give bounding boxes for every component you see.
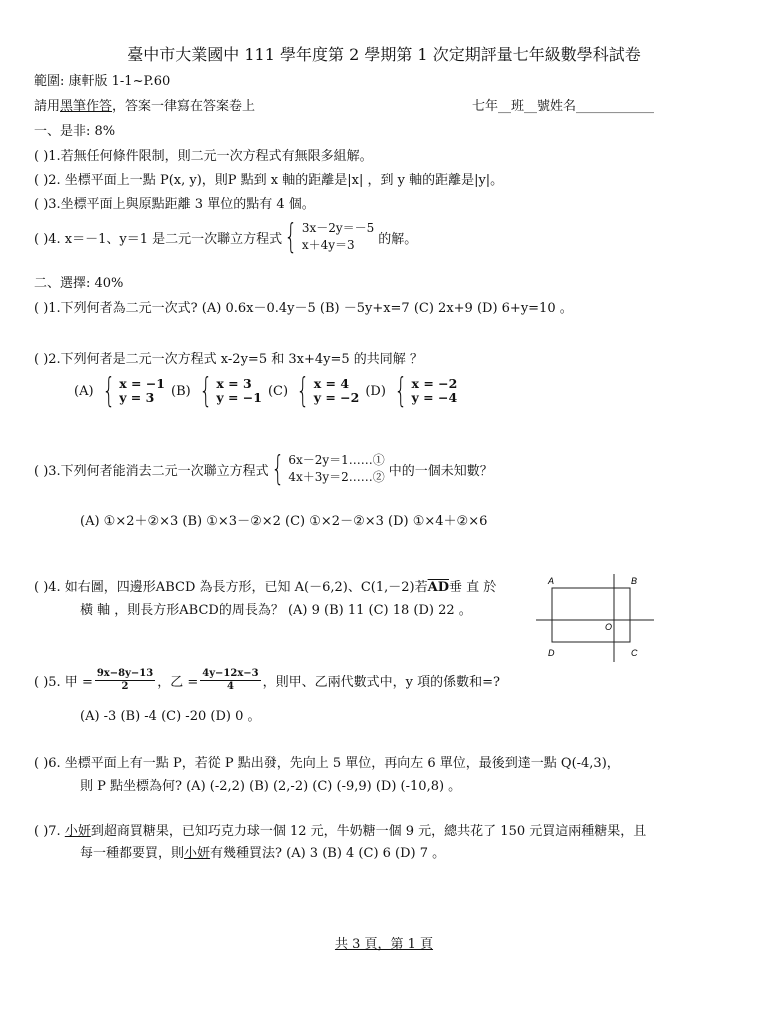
mc-question-5-pre: ( )5. 甲 = xyxy=(34,675,93,690)
point-a-label: A xyxy=(548,576,555,586)
brace-icon: { xyxy=(199,371,213,411)
option-c-system xyxy=(294,371,360,411)
brace-icon: { xyxy=(284,217,298,257)
page-footer: 共 3 頁，第 1 頁 xyxy=(334,937,434,952)
tf-question-4-post: 的解。 xyxy=(378,231,418,247)
instructions-post: ，答案一律寫在答案卷上 xyxy=(112,99,256,114)
point-c-label: C xyxy=(631,648,638,658)
mc-question-7-post: 到超商買糖果，已知巧克力球一個 12 元，牛奶糖一個 9 元，總共花了 150 元買這兩種糖果，且 xyxy=(90,824,647,839)
mc-question-3-options: (A) ①×2＋②×3 (B) ①×3－②×2 (C) ①×2－②×3 (D) ①×4＋②×6 xyxy=(80,514,488,529)
mc-question-7-pre: ( )7. xyxy=(34,824,65,839)
rectangle-figure xyxy=(532,572,656,664)
mc-question-6: ( )6. 坐標平面上有一點 P，若從 P 點出發，先向上 5 單位，再向左 6 單位，最後到達一點 Q(-4,3)， xyxy=(34,756,620,771)
option-b-eq1: x = 3 xyxy=(216,376,252,391)
equation-1: 6x－2y＝1……① xyxy=(288,453,385,467)
section2-heading: 二、選擇: 40% xyxy=(34,276,124,291)
fraction-jia-denominator: 2 xyxy=(121,681,129,692)
brace-icon: { xyxy=(271,449,284,489)
fraction-yi-denominator: 4 xyxy=(226,681,234,692)
mc-question-5-post: ，則甲、乙兩代數式中，y 項的係數和=? xyxy=(262,675,500,690)
point-d-label: D xyxy=(548,648,555,658)
option-a-label: (A) xyxy=(74,383,94,399)
class-name-line: 七年__班__號姓名____________ xyxy=(472,99,655,114)
mc-question-4-post: 垂 直 於 xyxy=(448,580,497,595)
mc-question-3-post: 中的一個未知數？ xyxy=(388,463,493,479)
name-xiaoyan-2: 小妍 xyxy=(184,846,211,861)
mc-question-4 xyxy=(34,576,496,595)
mc-question-4-line2: 橫 軸 ，則長方形ABCD的周長為？ (A) 9 (B) 11 (C) 18 (D) 22 。 xyxy=(80,603,472,618)
tf-question-3: ( )3.坐標平面上與原點距離 3 單位的點有 4 個。 xyxy=(34,197,315,212)
option-b-label: (B) xyxy=(171,383,191,399)
instructions-underlined: 黑筆作答 xyxy=(60,99,113,114)
mc-question-3-pre: ( )3.下列何者能消去二元一次聯立方程式 xyxy=(34,463,269,479)
mc-question-5 xyxy=(34,668,500,693)
mc-question-7 xyxy=(34,820,646,839)
option-c-eq1: x = 4 xyxy=(313,376,350,391)
fraction-jia-numerator: 9x−8y−13 xyxy=(96,668,154,679)
mc-question-5-mid: ，乙 = xyxy=(157,675,199,690)
origin-label: O xyxy=(605,622,613,632)
fraction-jia xyxy=(95,668,155,693)
fraction-yi-numerator: 4y−12x−3 xyxy=(202,668,259,679)
mc-question-7-line2 xyxy=(80,842,445,861)
coordinate-diagram xyxy=(532,572,656,664)
name-xiaoyan: 小妍 xyxy=(64,824,91,839)
mc-question-7-line2-post: 有幾種買法? (A) 3 (B) 4 (C) 6 (D) 7 。 xyxy=(210,846,446,861)
brace-icon: { xyxy=(101,371,115,411)
option-d-label: (D) xyxy=(365,383,386,399)
option-a-eq1: x = −1 xyxy=(119,376,165,391)
tf-question-4-pre: ( )4. x＝－1、y＝1 是二元一次聯立方程式 xyxy=(34,231,283,247)
section1-heading: 一、是非: 8% xyxy=(34,124,116,139)
equation-system xyxy=(269,449,385,489)
mc-question-3 xyxy=(34,449,493,489)
option-c-eq2: y = −2 xyxy=(313,390,360,405)
rectangle-abcd xyxy=(552,588,630,642)
option-a-system xyxy=(100,371,165,411)
tf-question-2: ( )2. 坐標平面上一點 P(x, y)，則P 點到 x 軸的距離是|x| ，到 y 軸的距離是|y|。 xyxy=(34,173,504,188)
option-c-label: (C) xyxy=(267,383,289,399)
option-d-eq1: x = −2 xyxy=(411,376,458,391)
equation-2: x＋4y＝3 xyxy=(301,238,355,252)
option-b-eq2: y = −1 xyxy=(216,390,262,405)
point-b-label: B xyxy=(631,576,638,586)
fraction-yi xyxy=(200,668,260,693)
option-a-eq2: y = 3 xyxy=(119,390,155,405)
brace-icon: { xyxy=(394,371,408,411)
mc-question-5-options: (A) -3 (B) -4 (C) -20 (D) 0 。 xyxy=(80,709,261,724)
option-b-system xyxy=(197,371,262,411)
option-d-eq2: y = −4 xyxy=(411,390,458,405)
tf-question-1: ( )1.若無任何條件限制，則二元一次方程式有無限多組解。 xyxy=(34,149,373,164)
instructions-pre: 請用 xyxy=(34,99,61,114)
brace-icon: { xyxy=(296,371,310,411)
mc-question-4-pre: ( )4. 如右圖，四邊形ABCD 為長方形，已知 A(－6,2)、C(1,－2)若 xyxy=(34,580,428,595)
mc-question-2-options xyxy=(74,371,458,411)
equation-system xyxy=(282,217,375,257)
segment-ad: $\overline{AD}$ xyxy=(427,580,449,595)
equation-2: 4x＋3y＝2……② xyxy=(288,470,385,484)
mc-question-1: ( )1.下列何者為二元一次式? (A) 0.6x－0.4y－5 (B) －5y+x=7 (C) 2x+9 (D) 6+y=10 。 xyxy=(34,301,573,316)
instructions xyxy=(34,95,255,114)
option-d-system xyxy=(392,371,458,411)
exam-scope: 範圍: 康軒版 1-1~P.60 xyxy=(34,74,171,89)
exam-title: 臺中市大業國中 111 學年度第 2 學期第 1 次定期評量七年級數學科試卷 xyxy=(127,45,641,64)
mc-question-2: ( )2.下列何者是二元一次方程式 x-2y=5 和 3x+4y=5 的共同解 ？ xyxy=(34,352,423,367)
equation-1: 3x－2y＝－5 xyxy=(301,221,375,235)
mc-question-6-line2: 則 P 點坐標為何? (A) (-2,2) (B) (2,-2) (C) (-9,9) (D) (-10,8) 。 xyxy=(80,779,462,794)
mc-question-7-line2-pre: 每一種都要買，則 xyxy=(80,846,185,861)
tf-question-4 xyxy=(34,217,418,257)
